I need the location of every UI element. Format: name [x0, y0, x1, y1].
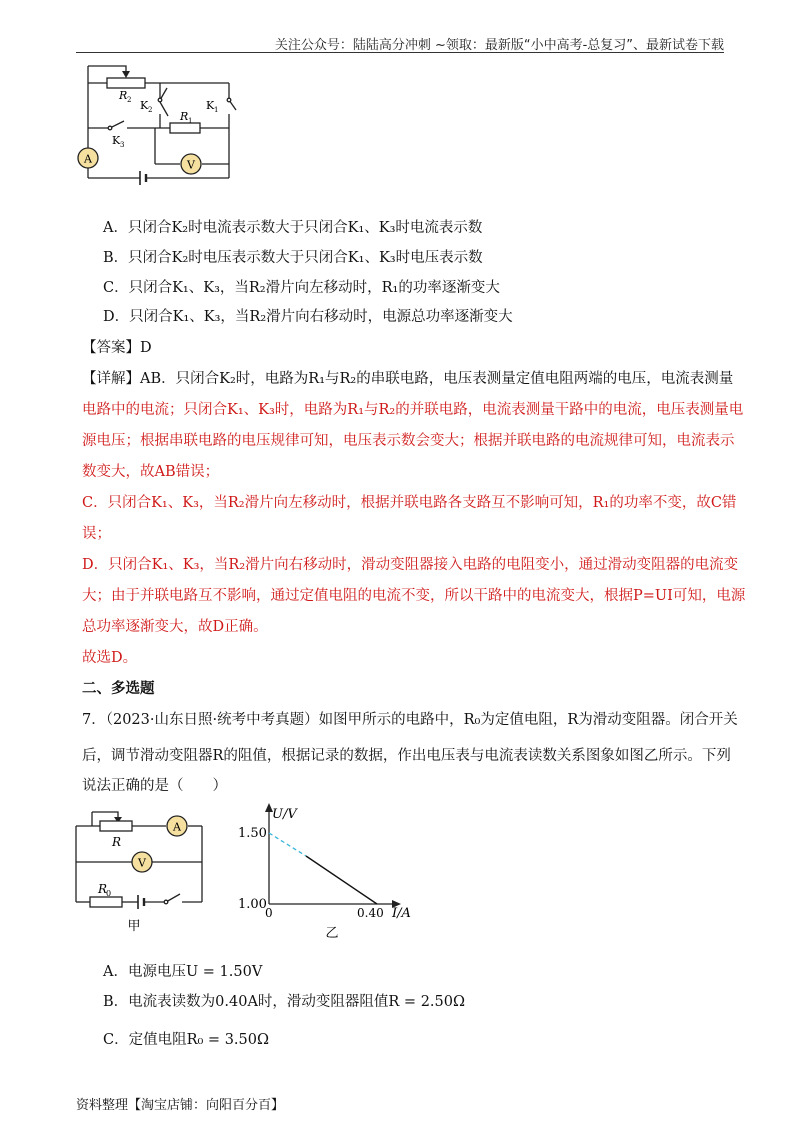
svg-text:A: A [173, 820, 181, 834]
svg-text:R: R [112, 835, 122, 849]
svg-text:I/A: I/A [392, 906, 411, 921]
detail-line: D．只闭合K₁、K₃，当R₂滑片向右移动时，滑动变阻器接入电路的电阻变小，通过滑动变阻器的电流变 [82, 557, 739, 573]
detail-line: 数变大，故AB错误； [82, 464, 220, 480]
page-header: 关注公众号：陆陆高分冲刺 ~领取：最新版“小中高考-总复习”、最新试卷下载 [274, 38, 724, 53]
svg-text:1: 1 [214, 106, 219, 114]
ui-graph [232, 800, 432, 940]
page-footer: 资料整理【淘宝店铺：向阳百分百】 [76, 1098, 285, 1113]
svg-text:3: 3 [120, 141, 125, 149]
section-title: 二、多选题 [82, 681, 155, 697]
svg-text:V: V [187, 158, 195, 172]
detail-line: 源电压；根据串联电路的电压规律可知，电压表示数会变大；根据并联电路的电流规律可知，电流表示 [82, 433, 735, 449]
svg-text:0.40: 0.40 [357, 906, 384, 920]
option-a: A．电源电压U = 1.50V [103, 964, 263, 980]
circuit-diagram-2 [70, 806, 210, 934]
svg-text:K: K [112, 134, 121, 147]
detail-line: 电路中的电流；只闭合K₁、K₃时，电路为R₁与R₂的并联电路，电流表测量干路中的电流，电压表测量电 [82, 402, 744, 418]
question-text: 后，调节滑动变阻器R的阻值，根据记录的数据，作出电压表与电流表读数关系图象如图乙所示。下列 [82, 748, 731, 764]
svg-text:R: R [98, 882, 108, 896]
detail-line: 故选D。 [82, 650, 138, 666]
option-c: C．只闭合K₁、K₃，当R₂滑片向左移动时，R₁的功率逐渐变大 [103, 280, 500, 296]
svg-text:R: R [119, 89, 128, 102]
svg-text:V: V [138, 856, 146, 870]
svg-text:R: R [180, 110, 189, 123]
question-text: 7．（2023·山东日照·统考中考真题）如图甲所示的电路中，R₀为定值电阻，R为滑动变阻器。闭合开关 [82, 712, 738, 728]
svg-text:U/V: U/V [272, 807, 297, 822]
data-line [306, 856, 377, 904]
svg-text:乙: 乙 [325, 926, 339, 940]
svg-text:1: 1 [188, 117, 193, 125]
svg-text:A: A [84, 152, 92, 166]
option-b: B．电流表读数为0.40A时，滑动变阻器阻值R = 2.50Ω [103, 994, 466, 1010]
svg-text:2: 2 [148, 106, 153, 114]
extrapolated-line [269, 833, 306, 856]
option-d: D．只闭合K₁、K₃，当R₂滑片向右移动时，电源总功率逐渐变大 [103, 309, 513, 325]
detail-line: 大；由于并联电路互不影响，通过定值电阻的电流不变，所以干路中的电流变大，根据P=UI可知，电源 [82, 588, 746, 604]
detail-line: 【详解】AB．只闭合K₂时，电路为R₁与R₂的串联电路，电压表测量定值电阻两端的电压，电流表测量 [82, 371, 734, 387]
svg-text:0: 0 [265, 906, 273, 920]
option-c: C．定值电阻R₀ = 3.50Ω [103, 1032, 269, 1048]
svg-text:K: K [206, 99, 215, 112]
answer-line: 【答案】D [82, 340, 152, 356]
detail-line: C．只闭合K₁、K₃，当R₂滑片向左移动时，根据并联电路各支路互不影响可知，R₁的功率不变，故C错 [82, 495, 737, 511]
circuit-diagram-1 [72, 58, 242, 190]
svg-text:K: K [140, 99, 149, 112]
header-divider [76, 52, 724, 53]
svg-text:0: 0 [106, 889, 112, 898]
option-a: A．只闭合K₂时电流表示数大于只闭合K₁、K₃时电流表示数 [103, 220, 483, 236]
option-b: B．只闭合K₂时电压表示数大于只闭合K₁、K₃时电压表示数 [103, 250, 483, 266]
detail-line: 误； [82, 526, 111, 542]
question-text: 说法正确的是（ ） [82, 778, 227, 794]
svg-text:甲: 甲 [127, 919, 141, 934]
svg-text:1.00: 1.00 [238, 897, 267, 912]
svg-text:2: 2 [127, 96, 132, 104]
detail-line: 总功率逐渐变大，故D正确。 [82, 619, 268, 635]
svg-text:1.50: 1.50 [238, 826, 267, 841]
